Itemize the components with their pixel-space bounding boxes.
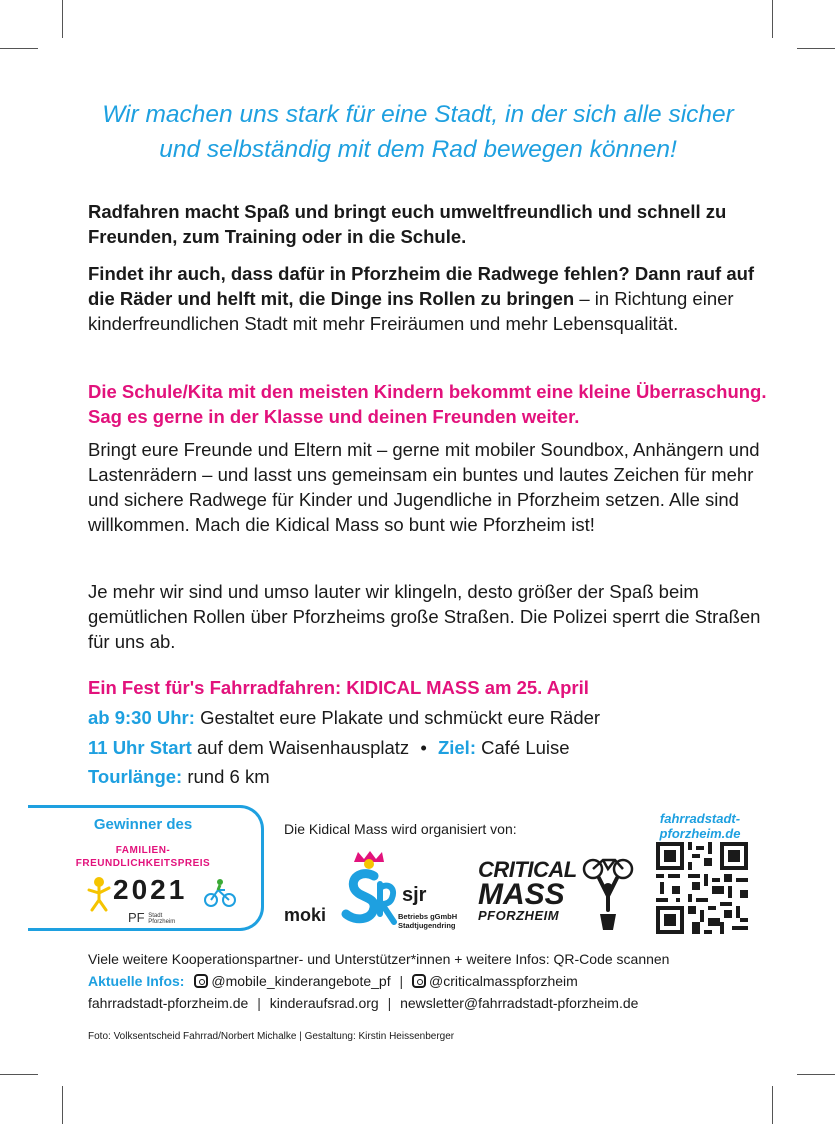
event-bullet: • [420, 737, 427, 758]
link-newsletter[interactable]: newsletter@fahrradstadt-pforzheim.de [400, 995, 639, 1011]
separator: | [387, 995, 392, 1011]
pforzheim-logo [128, 910, 175, 925]
instagram-link-mobile-text: @mobile_kinderangebote_pf [211, 973, 391, 989]
instagram-icon [412, 974, 426, 988]
intro-paragraph-2-rest: – in Richtung einer kinderfreundlichen Stadt mit mehr Freiräumen und mehr Lebensqualität. [88, 288, 734, 334]
organizers-label: Die Kidical Mass wird organisiert von: [284, 821, 517, 837]
event-length-label: Tourlänge: [88, 766, 183, 787]
link-kinderaufsrad[interactable]: kinderaufsrad.org [269, 995, 379, 1011]
award-subtitle-line-1: FAMILIEN- [115, 845, 171, 856]
event-start-label: 11 Uhr Start [88, 737, 192, 758]
moki-logo-text: moki [284, 905, 327, 925]
award-subtitle-line-2: FREUNDLICHKEITSPREIS [75, 858, 211, 869]
current-info-label: Aktuelle Infos: [88, 973, 185, 989]
sjr-subtitle [398, 912, 457, 930]
crop-mark [797, 1074, 835, 1075]
crop-mark [0, 48, 38, 49]
event-length [88, 764, 270, 789]
intro-paragraph-2-bold: Findet ihr auch, dass dafür in Pforzheim die Radwege fehlen? Dann rauf auf die Räder und helft mit, die Dinge ins Rollen zu bringen [88, 263, 755, 309]
partners-text: Viele weitere Kooperationspartner- und Unterstützer*innen + weitere Infos: QR-Code scannen [88, 951, 670, 967]
separator: | [257, 995, 261, 1011]
sjr-logo-text: sjr [402, 884, 427, 906]
event-goal-text: Café Luise [481, 737, 570, 758]
body-paragraph-2: Je mehr wir sind und umso lauter wir klingeln, desto größer der Spaß beim gemütlichen Rollen über Pforzheims große Straßen. Die Polizei sperrt die Straßen für uns ab. [88, 581, 761, 652]
critical-mass-logo-line-2: MASS [478, 878, 565, 911]
website-link[interactable] [640, 811, 760, 841]
event-length-text: rund 6 km [187, 766, 270, 787]
crop-mark [797, 48, 835, 49]
instagram-link-criticalmass[interactable] [412, 973, 578, 989]
pf-city-line-1: Stadt [148, 912, 163, 919]
award-badge [28, 805, 264, 931]
crop-mark [62, 1086, 63, 1124]
critical-mass-logo-line-1: CRITICAL [478, 857, 577, 882]
event-start [88, 735, 570, 760]
award-year: 2021 [113, 874, 188, 905]
instagram-link-mobile[interactable] [194, 973, 390, 989]
instagram-link-criticalmass-text: @criticalmasspforzheim [429, 973, 578, 989]
event-title: Ein Fest für's Fahrradfahren: KIDICAL MASS am 25. April [88, 677, 589, 698]
intro-paragraph-1: Radfahren macht Spaß und bringt euch umweltfreundlich und schnell zu Freunden, zum Training oder in die Schule. [88, 201, 727, 247]
award-subtitle [28, 844, 258, 870]
intro-paragraph-2 [88, 261, 768, 336]
event-time-label: ab 9:30 Uhr: [88, 707, 195, 728]
qr-code[interactable] [656, 842, 748, 934]
website-link-line-2: pforzheim.de [659, 826, 741, 841]
pf-letters: PF [128, 910, 145, 925]
event-time-text: Gestaltet eure Plakate und schmückt eure Räder [200, 707, 601, 728]
pf-city [148, 913, 175, 925]
headline-line-1: Wir machen uns stark für eine Stadt, in der sich alle sicher [102, 101, 734, 128]
body-paragraph-1: Bringt eure Freunde und Eltern mit – gerne mit mobiler Soundbox, Anhängern und Lastenrädern – und lasst uns gemeinsam ein buntes und lautes Zeichen für mehr und sichere Radwege für Kinder und Jugendliche in Pforzheim setzen. Alle sind willkommen. Mach die Kidical Mass so bunt wie Pforzheim ist! [88, 439, 760, 535]
separator: | [399, 973, 404, 989]
website-link-line-1: fahrradstadt- [659, 811, 741, 826]
links-row [88, 995, 638, 1011]
credits: Foto: Volksentscheid Fahrrad/Norbert Michalke | Gestaltung: Kirstin Heissenberger [88, 1031, 455, 1042]
sjr-subtitle-line-2: Stadtjugendring [398, 921, 456, 930]
crop-mark [772, 0, 773, 38]
child-figure-icon [86, 876, 112, 912]
event-time [88, 705, 600, 730]
crop-mark [0, 1074, 38, 1075]
highlight-paragraph: Die Schule/Kita mit den meisten Kindern bekommt eine kleine Überraschung. Sag es gerne in der Klasse und deinen Freunden weiter. [88, 381, 767, 427]
headline-line-2: und selbständig mit dem Rad bewegen können! [159, 136, 677, 163]
event-goal-label: Ziel: [437, 737, 476, 758]
critical-mass-logo-line-3: PFORZHEIM [478, 908, 560, 923]
cyclist-lifting-bike-icon [582, 852, 634, 932]
link-fahrradstadt[interactable]: fahrradstadt-pforzheim.de [88, 995, 249, 1011]
moki-sjr-logo-icon [336, 848, 400, 932]
sjr-subtitle-line-1: Betriebs gGmbH [398, 912, 458, 921]
event-start-text: auf dem Waisenhausplatz [197, 737, 410, 758]
current-info-row [88, 973, 578, 989]
crop-mark [772, 1086, 773, 1124]
child-on-bike-icon [203, 878, 237, 908]
pf-city-line-2: Pforzheim [148, 918, 176, 925]
crop-mark [62, 0, 63, 38]
award-title: Gewinner des [93, 816, 193, 833]
headline [60, 97, 776, 167]
critical-mass-logo [478, 859, 577, 923]
instagram-icon [194, 974, 208, 988]
